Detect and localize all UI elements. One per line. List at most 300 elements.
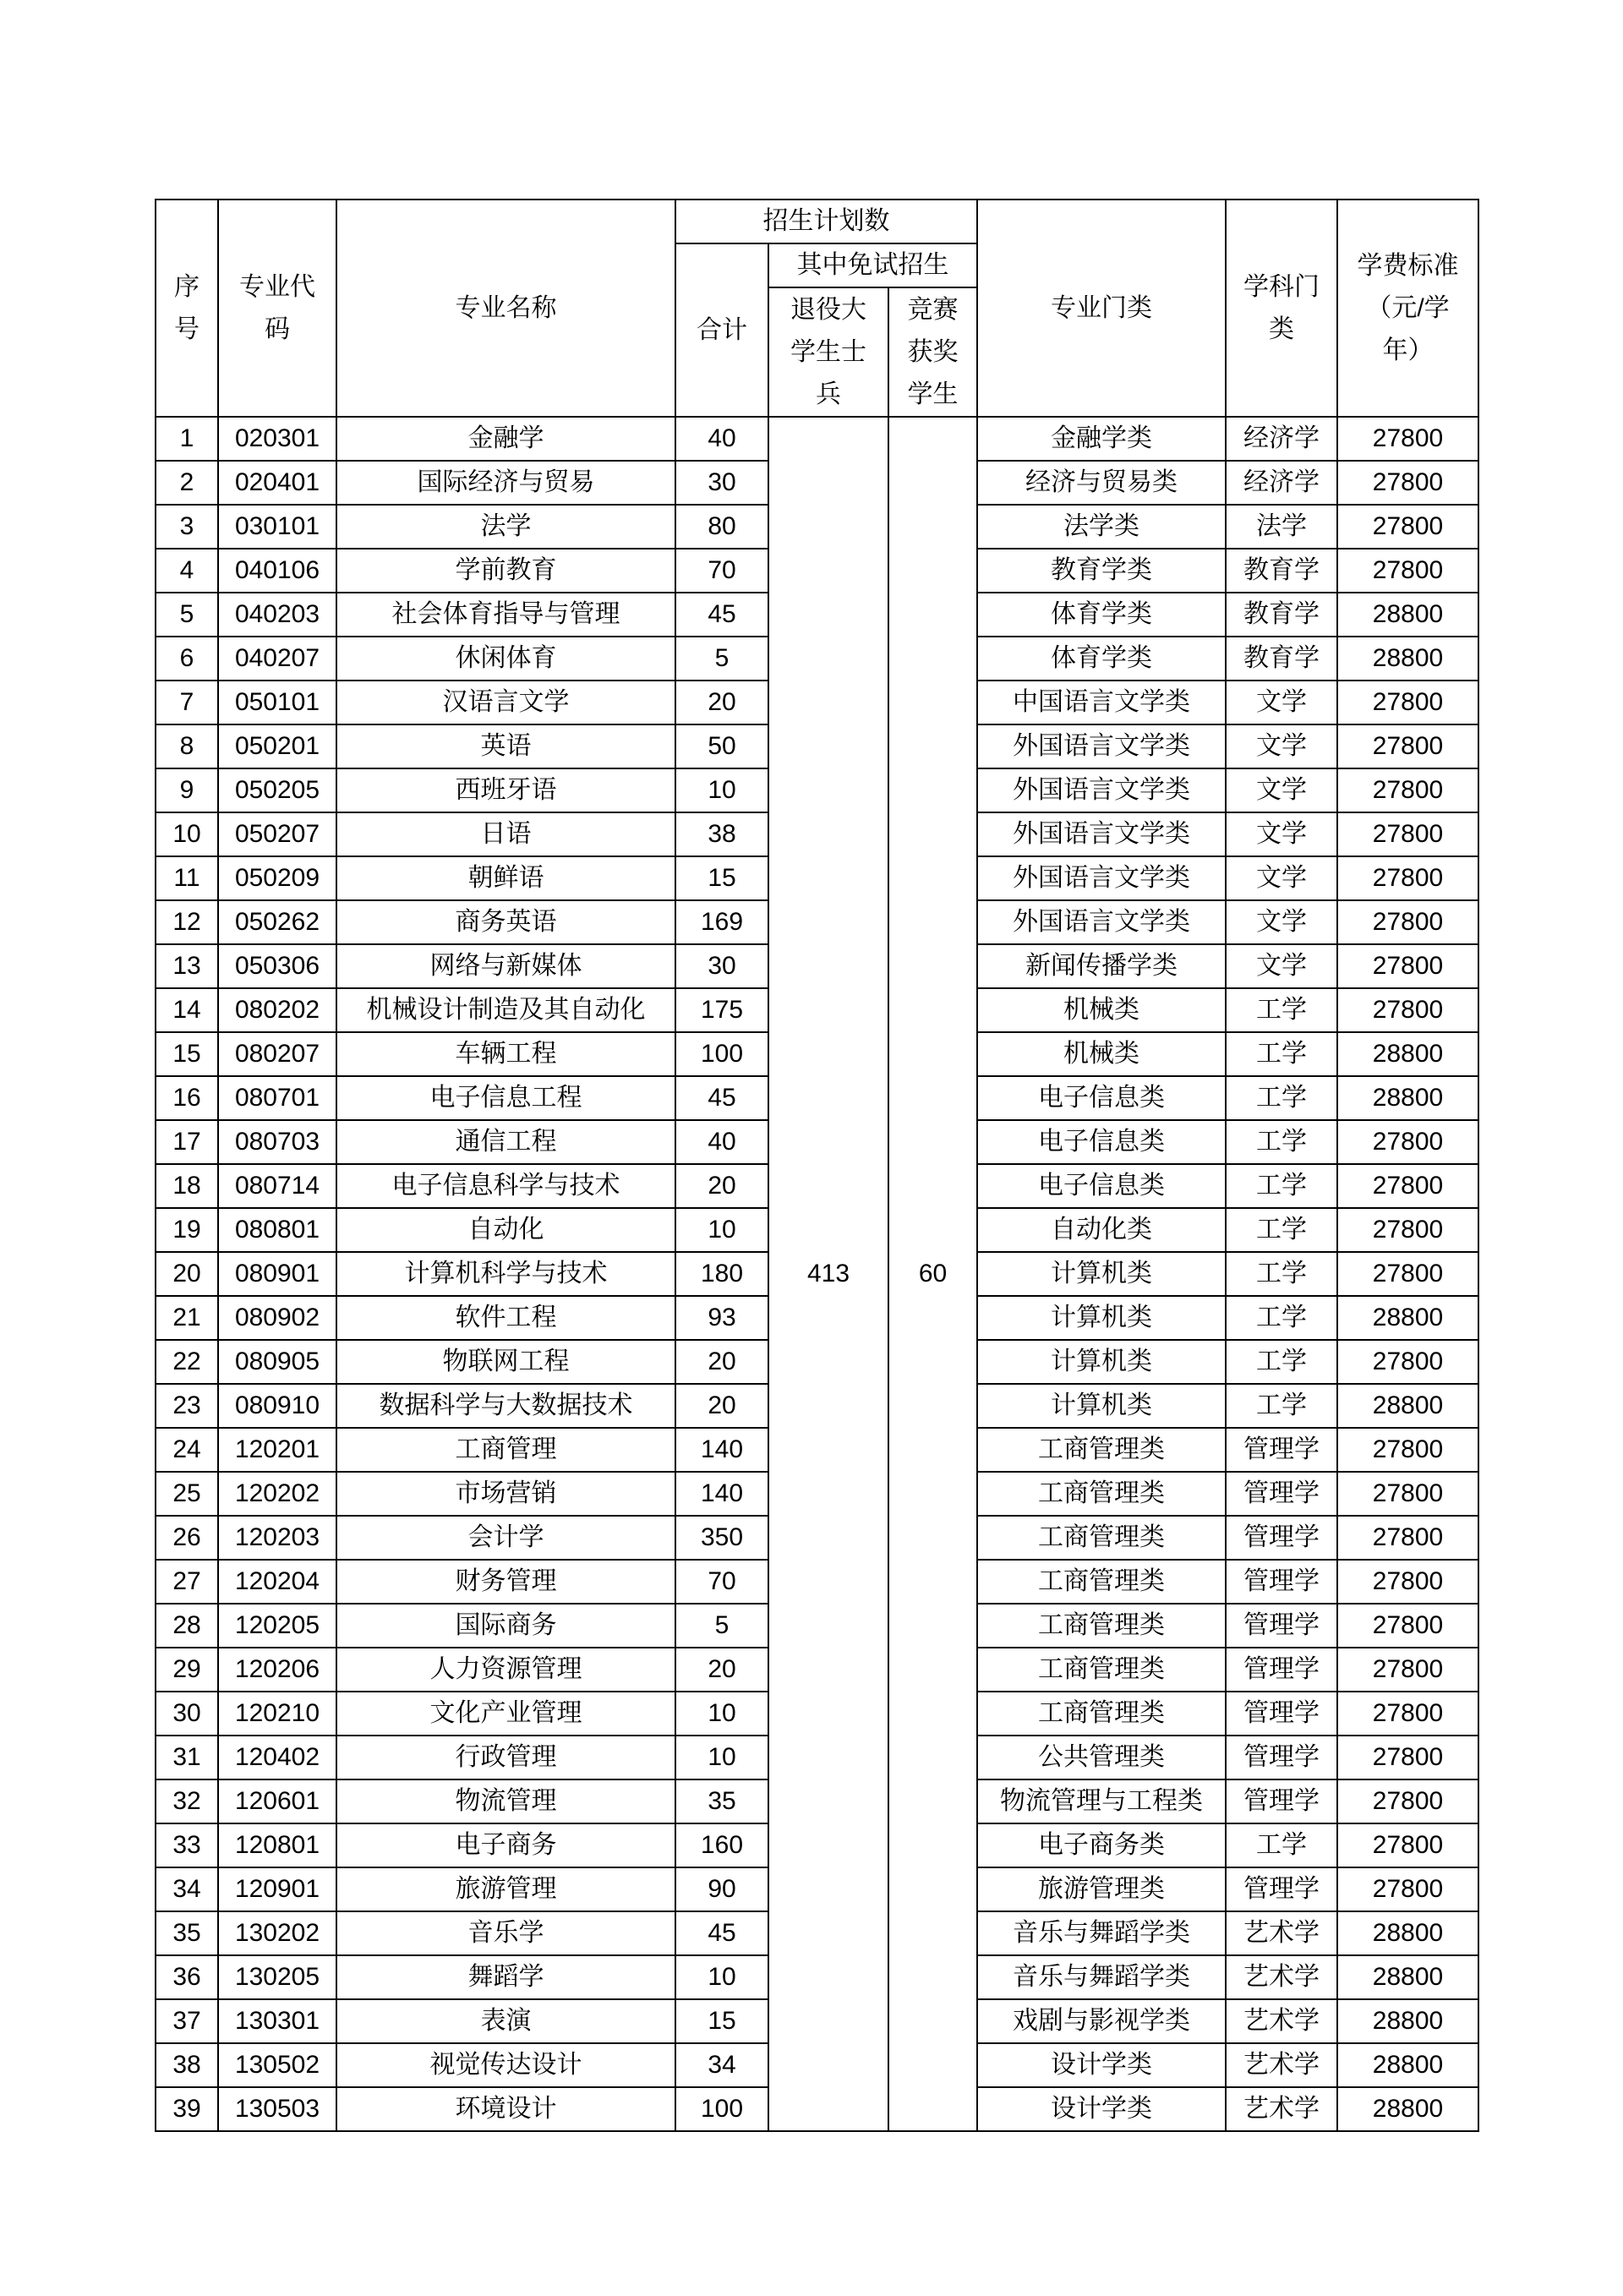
major-category: 计算机类	[977, 1252, 1226, 1296]
header-row-number	[156, 200, 218, 417]
major-category: 工商管理类	[977, 1472, 1226, 1516]
major-category: 外国语言文学类	[977, 900, 1226, 944]
header-competition-label: 竞赛获奖学生	[907, 295, 959, 408]
plan-total: 20	[675, 1340, 768, 1384]
plan-total: 10	[675, 768, 768, 812]
discipline: 管理学	[1226, 1472, 1337, 1516]
tuition-fee: 27800	[1337, 681, 1478, 724]
row-number: 36	[156, 1955, 218, 1999]
header-exempt-enrollment	[768, 243, 977, 287]
row-number: 12	[156, 900, 218, 944]
tuition-fee: 27800	[1337, 988, 1478, 1032]
tuition-fee: 28800	[1337, 1032, 1478, 1076]
tuition-fee: 28800	[1337, 1296, 1478, 1340]
tuition-fee: 27800	[1337, 1164, 1478, 1208]
major-name: 休闲体育	[336, 637, 675, 681]
row-number: 23	[156, 1384, 218, 1428]
plan-total: 169	[675, 900, 768, 944]
row-number: 6	[156, 637, 218, 681]
discipline: 工学	[1226, 1296, 1337, 1340]
competition-exempt-total: 60	[888, 417, 977, 2131]
major-category: 设计学类	[977, 2043, 1226, 2087]
major-code: 050201	[218, 724, 336, 768]
row-number: 25	[156, 1472, 218, 1516]
major-category: 法学类	[977, 505, 1226, 549]
major-name: 国际商务	[336, 1604, 675, 1648]
tuition-fee: 28800	[1337, 1911, 1478, 1955]
discipline: 艺术学	[1226, 2043, 1337, 2087]
plan-total: 40	[675, 417, 768, 461]
tuition-fee: 27800	[1337, 1648, 1478, 1692]
major-name: 计算机科学与技术	[336, 1252, 675, 1296]
row-number: 38	[156, 2043, 218, 2087]
major-category: 外国语言文学类	[977, 856, 1226, 900]
major-code: 080703	[218, 1120, 336, 1164]
tuition-fee: 28800	[1337, 593, 1478, 637]
major-name: 物联网工程	[336, 1340, 675, 1384]
header-row-1	[156, 200, 1478, 243]
plan-total: 10	[675, 1955, 768, 1999]
major-name: 表演	[336, 1999, 675, 2043]
row-number: 21	[156, 1296, 218, 1340]
tuition-fee: 28800	[1337, 1955, 1478, 1999]
major-category: 外国语言文学类	[977, 724, 1226, 768]
row-number: 39	[156, 2087, 218, 2131]
discipline: 文学	[1226, 900, 1337, 944]
major-code: 130503	[218, 2087, 336, 2131]
header-veterans	[768, 287, 888, 417]
row-number: 15	[156, 1032, 218, 1076]
major-code: 020301	[218, 417, 336, 461]
discipline: 管理学	[1226, 1560, 1337, 1604]
discipline: 工学	[1226, 1120, 1337, 1164]
major-name: 西班牙语	[336, 768, 675, 812]
discipline: 艺术学	[1226, 1955, 1337, 1999]
major-code: 080901	[218, 1252, 336, 1296]
discipline: 教育学	[1226, 593, 1337, 637]
major-code: 050209	[218, 856, 336, 900]
major-name: 电子信息工程	[336, 1076, 675, 1120]
major-category: 工商管理类	[977, 1692, 1226, 1736]
discipline: 工学	[1226, 1032, 1337, 1076]
tuition-fee: 27800	[1337, 1560, 1478, 1604]
plan-total: 5	[675, 637, 768, 681]
header-discipline-label: 学科门类	[1243, 272, 1320, 343]
plan-total: 45	[675, 593, 768, 637]
plan-total: 20	[675, 1384, 768, 1428]
major-name: 机械设计制造及其自动化	[336, 988, 675, 1032]
tuition-fee: 27800	[1337, 417, 1478, 461]
plan-total: 5	[675, 1604, 768, 1648]
plan-total: 34	[675, 2043, 768, 2087]
major-category: 电子商务类	[977, 1823, 1226, 1867]
plan-total: 35	[675, 1779, 768, 1823]
plan-total: 30	[675, 944, 768, 988]
major-category: 体育学类	[977, 637, 1226, 681]
major-code: 080910	[218, 1384, 336, 1428]
discipline: 管理学	[1226, 1867, 1337, 1911]
header-tuition-fee	[1337, 200, 1478, 417]
plan-total: 10	[675, 1736, 768, 1779]
row-number: 8	[156, 724, 218, 768]
major-category: 体育学类	[977, 593, 1226, 637]
veterans-exempt-total: 413	[768, 417, 888, 2131]
discipline: 管理学	[1226, 1428, 1337, 1472]
major-category: 计算机类	[977, 1340, 1226, 1384]
major-name: 市场营销	[336, 1472, 675, 1516]
major-category: 电子信息类	[977, 1120, 1226, 1164]
tuition-fee: 27800	[1337, 944, 1478, 988]
row-number: 3	[156, 505, 218, 549]
discipline: 工学	[1226, 1340, 1337, 1384]
major-code: 130205	[218, 1955, 336, 1999]
header-plan-total-label: 合计	[697, 315, 747, 344]
tuition-fee: 27800	[1337, 1692, 1478, 1736]
discipline: 工学	[1226, 988, 1337, 1032]
major-code: 050205	[218, 768, 336, 812]
major-name: 汉语言文学	[336, 681, 675, 724]
row-number: 33	[156, 1823, 218, 1867]
major-code: 130301	[218, 1999, 336, 2043]
tuition-fee: 27800	[1337, 1779, 1478, 1823]
major-category: 旅游管理类	[977, 1867, 1226, 1911]
major-name: 电子商务	[336, 1823, 675, 1867]
row-number: 27	[156, 1560, 218, 1604]
major-name: 工商管理	[336, 1428, 675, 1472]
major-category: 工商管理类	[977, 1604, 1226, 1648]
major-code: 040203	[218, 593, 336, 637]
row-number: 28	[156, 1604, 218, 1648]
tuition-fee: 27800	[1337, 812, 1478, 856]
tuition-fee: 28800	[1337, 2087, 1478, 2131]
major-code: 120210	[218, 1692, 336, 1736]
tuition-fee: 27800	[1337, 900, 1478, 944]
major-category: 新闻传播学类	[977, 944, 1226, 988]
row-number: 13	[156, 944, 218, 988]
discipline: 管理学	[1226, 1648, 1337, 1692]
plan-total: 70	[675, 1560, 768, 1604]
major-name: 旅游管理	[336, 1867, 675, 1911]
header-tuition-fee-label: 学费标准（元/学年）	[1357, 251, 1459, 364]
discipline: 经济学	[1226, 461, 1337, 505]
discipline: 文学	[1226, 856, 1337, 900]
row-number: 9	[156, 768, 218, 812]
header-major-name	[336, 200, 675, 417]
major-name: 商务英语	[336, 900, 675, 944]
major-code: 040207	[218, 637, 336, 681]
discipline: 管理学	[1226, 1516, 1337, 1560]
discipline: 经济学	[1226, 417, 1337, 461]
major-name: 日语	[336, 812, 675, 856]
major-name: 电子信息科学与技术	[336, 1164, 675, 1208]
discipline: 文学	[1226, 944, 1337, 988]
row-number: 14	[156, 988, 218, 1032]
plan-total: 90	[675, 1867, 768, 1911]
plan-total: 100	[675, 1032, 768, 1076]
row-number: 34	[156, 1867, 218, 1911]
major-name: 英语	[336, 724, 675, 768]
major-code: 050207	[218, 812, 336, 856]
row-number: 32	[156, 1779, 218, 1823]
tuition-fee: 27800	[1337, 1340, 1478, 1384]
major-category: 音乐与舞蹈学类	[977, 1911, 1226, 1955]
major-category: 教育学类	[977, 549, 1226, 593]
tuition-fee: 27800	[1337, 1208, 1478, 1252]
header-major-category-label: 专业门类	[1051, 293, 1153, 322]
major-name: 人力资源管理	[336, 1648, 675, 1692]
discipline: 文学	[1226, 812, 1337, 856]
row-number: 24	[156, 1428, 218, 1472]
table-body	[156, 417, 1478, 2131]
tuition-fee: 27800	[1337, 724, 1478, 768]
enrollment-plan-table	[155, 199, 1479, 2132]
major-category: 经济与贸易类	[977, 461, 1226, 505]
major-name: 社会体育指导与管理	[336, 593, 675, 637]
row-number: 17	[156, 1120, 218, 1164]
header-exempt-enrollment-label: 其中免试招生	[796, 251, 949, 279]
major-category: 工商管理类	[977, 1648, 1226, 1692]
major-code: 120205	[218, 1604, 336, 1648]
row-number: 7	[156, 681, 218, 724]
row-number: 11	[156, 856, 218, 900]
major-category: 金融学类	[977, 417, 1226, 461]
major-name: 朝鲜语	[336, 856, 675, 900]
major-name: 学前教育	[336, 549, 675, 593]
row-number: 19	[156, 1208, 218, 1252]
major-category: 工商管理类	[977, 1516, 1226, 1560]
tuition-fee: 27800	[1337, 1736, 1478, 1779]
discipline: 艺术学	[1226, 2087, 1337, 2131]
tuition-fee: 27800	[1337, 1428, 1478, 1472]
header-discipline	[1226, 200, 1337, 417]
header-enrollment-plan-label: 招生计划数	[762, 207, 890, 235]
tuition-fee: 27800	[1337, 1252, 1478, 1296]
row-number: 35	[156, 1911, 218, 1955]
major-code: 130202	[218, 1911, 336, 1955]
plan-total: 350	[675, 1516, 768, 1560]
tuition-fee: 27800	[1337, 1604, 1478, 1648]
major-code: 120901	[218, 1867, 336, 1911]
header-row-number-label: 序号	[174, 272, 199, 343]
discipline: 工学	[1226, 1208, 1337, 1252]
discipline: 工学	[1226, 1164, 1337, 1208]
header-competition	[888, 287, 977, 417]
major-code: 080801	[218, 1208, 336, 1252]
discipline: 工学	[1226, 1252, 1337, 1296]
row-number: 29	[156, 1648, 218, 1692]
major-name: 车辆工程	[336, 1032, 675, 1076]
tuition-fee: 28800	[1337, 1076, 1478, 1120]
major-name: 网络与新媒体	[336, 944, 675, 988]
major-name: 法学	[336, 505, 675, 549]
major-code: 050306	[218, 944, 336, 988]
major-category: 戏剧与影视学类	[977, 1999, 1226, 2043]
row-number: 26	[156, 1516, 218, 1560]
header-plan-total	[675, 243, 768, 417]
tuition-fee: 27800	[1337, 1823, 1478, 1867]
major-category: 音乐与舞蹈学类	[977, 1955, 1226, 1999]
plan-total: 45	[675, 1911, 768, 1955]
row-number: 10	[156, 812, 218, 856]
major-code: 080701	[218, 1076, 336, 1120]
plan-total: 40	[675, 1120, 768, 1164]
major-name: 国际经济与贸易	[336, 461, 675, 505]
plan-total: 20	[675, 681, 768, 724]
tuition-fee: 27800	[1337, 505, 1478, 549]
tuition-fee: 27800	[1337, 768, 1478, 812]
discipline: 艺术学	[1226, 1911, 1337, 1955]
major-category: 工商管理类	[977, 1560, 1226, 1604]
discipline: 管理学	[1226, 1779, 1337, 1823]
major-code: 080902	[218, 1296, 336, 1340]
major-category: 工商管理类	[977, 1428, 1226, 1472]
major-code: 120202	[218, 1472, 336, 1516]
tuition-fee: 27800	[1337, 1516, 1478, 1560]
header-major-name-label: 专业名称	[455, 293, 557, 322]
discipline: 管理学	[1226, 1604, 1337, 1648]
row-number: 18	[156, 1164, 218, 1208]
plan-total: 160	[675, 1823, 768, 1867]
header-enrollment-plan	[675, 200, 977, 243]
plan-total: 10	[675, 1692, 768, 1736]
major-name: 物流管理	[336, 1779, 675, 1823]
header-major-code-label: 专业代码	[239, 272, 315, 343]
major-code: 020401	[218, 461, 336, 505]
plan-total: 140	[675, 1428, 768, 1472]
row-number: 16	[156, 1076, 218, 1120]
major-name: 音乐学	[336, 1911, 675, 1955]
major-code: 080207	[218, 1032, 336, 1076]
major-code: 120204	[218, 1560, 336, 1604]
tuition-fee: 28800	[1337, 1384, 1478, 1428]
tuition-fee: 27800	[1337, 856, 1478, 900]
major-category: 电子信息类	[977, 1164, 1226, 1208]
row-number: 5	[156, 593, 218, 637]
discipline: 管理学	[1226, 1692, 1337, 1736]
major-category: 外国语言文学类	[977, 768, 1226, 812]
header-veterans-label: 退役大学生士兵	[790, 295, 866, 408]
row-number: 30	[156, 1692, 218, 1736]
plan-total: 50	[675, 724, 768, 768]
plan-total: 30	[675, 461, 768, 505]
tuition-fee: 27800	[1337, 1472, 1478, 1516]
row-number: 1	[156, 417, 218, 461]
major-name: 视觉传达设计	[336, 2043, 675, 2087]
discipline: 工学	[1226, 1823, 1337, 1867]
plan-total: 180	[675, 1252, 768, 1296]
major-category: 机械类	[977, 1032, 1226, 1076]
plan-total: 20	[675, 1648, 768, 1692]
tuition-fee: 27800	[1337, 549, 1478, 593]
table-row	[156, 417, 1478, 461]
major-code: 120801	[218, 1823, 336, 1867]
major-code: 030101	[218, 505, 336, 549]
plan-total: 93	[675, 1296, 768, 1340]
discipline: 文学	[1226, 768, 1337, 812]
major-code: 080714	[218, 1164, 336, 1208]
plan-total: 175	[675, 988, 768, 1032]
discipline: 艺术学	[1226, 1999, 1337, 2043]
major-category: 中国语言文学类	[977, 681, 1226, 724]
major-code: 120402	[218, 1736, 336, 1779]
tuition-fee: 27800	[1337, 461, 1478, 505]
table-header	[156, 200, 1478, 417]
major-name: 财务管理	[336, 1560, 675, 1604]
major-category: 公共管理类	[977, 1736, 1226, 1779]
row-number: 2	[156, 461, 218, 505]
major-code: 130502	[218, 2043, 336, 2087]
row-number: 20	[156, 1252, 218, 1296]
discipline: 教育学	[1226, 637, 1337, 681]
major-code: 080202	[218, 988, 336, 1032]
discipline: 管理学	[1226, 1736, 1337, 1779]
major-code: 050101	[218, 681, 336, 724]
major-name: 通信工程	[336, 1120, 675, 1164]
plan-total: 20	[675, 1164, 768, 1208]
major-name: 软件工程	[336, 1296, 675, 1340]
major-category: 物流管理与工程类	[977, 1779, 1226, 1823]
major-code: 120201	[218, 1428, 336, 1472]
major-category: 计算机类	[977, 1384, 1226, 1428]
major-category: 机械类	[977, 988, 1226, 1032]
discipline: 法学	[1226, 505, 1337, 549]
row-number: 4	[156, 549, 218, 593]
discipline: 文学	[1226, 681, 1337, 724]
discipline: 工学	[1226, 1384, 1337, 1428]
major-code: 080905	[218, 1340, 336, 1384]
header-major-code	[218, 200, 336, 417]
major-code: 120601	[218, 1779, 336, 1823]
plan-total: 38	[675, 812, 768, 856]
major-category: 计算机类	[977, 1296, 1226, 1340]
major-code: 120206	[218, 1648, 336, 1692]
tuition-fee: 27800	[1337, 1120, 1478, 1164]
plan-total: 100	[675, 2087, 768, 2131]
row-number: 31	[156, 1736, 218, 1779]
discipline: 工学	[1226, 1076, 1337, 1120]
major-category: 设计学类	[977, 2087, 1226, 2131]
plan-total: 15	[675, 856, 768, 900]
major-name: 文化产业管理	[336, 1692, 675, 1736]
major-category: 外国语言文学类	[977, 812, 1226, 856]
tuition-fee: 28800	[1337, 637, 1478, 681]
discipline: 教育学	[1226, 549, 1337, 593]
plan-total: 15	[675, 1999, 768, 2043]
tuition-fee: 27800	[1337, 1867, 1478, 1911]
plan-total: 10	[675, 1208, 768, 1252]
plan-total: 45	[675, 1076, 768, 1120]
header-major-category	[977, 200, 1226, 417]
major-name: 会计学	[336, 1516, 675, 1560]
major-category: 电子信息类	[977, 1076, 1226, 1120]
major-code: 050262	[218, 900, 336, 944]
tuition-fee: 28800	[1337, 1999, 1478, 2043]
major-name: 自动化	[336, 1208, 675, 1252]
plan-total: 140	[675, 1472, 768, 1516]
row-number: 22	[156, 1340, 218, 1384]
major-category: 自动化类	[977, 1208, 1226, 1252]
discipline: 文学	[1226, 724, 1337, 768]
major-name: 金融学	[336, 417, 675, 461]
plan-total: 80	[675, 505, 768, 549]
major-name: 数据科学与大数据技术	[336, 1384, 675, 1428]
row-number: 37	[156, 1999, 218, 2043]
major-name: 舞蹈学	[336, 1955, 675, 1999]
major-code: 120203	[218, 1516, 336, 1560]
major-name: 行政管理	[336, 1736, 675, 1779]
tuition-fee: 28800	[1337, 2043, 1478, 2087]
major-name: 环境设计	[336, 2087, 675, 2131]
